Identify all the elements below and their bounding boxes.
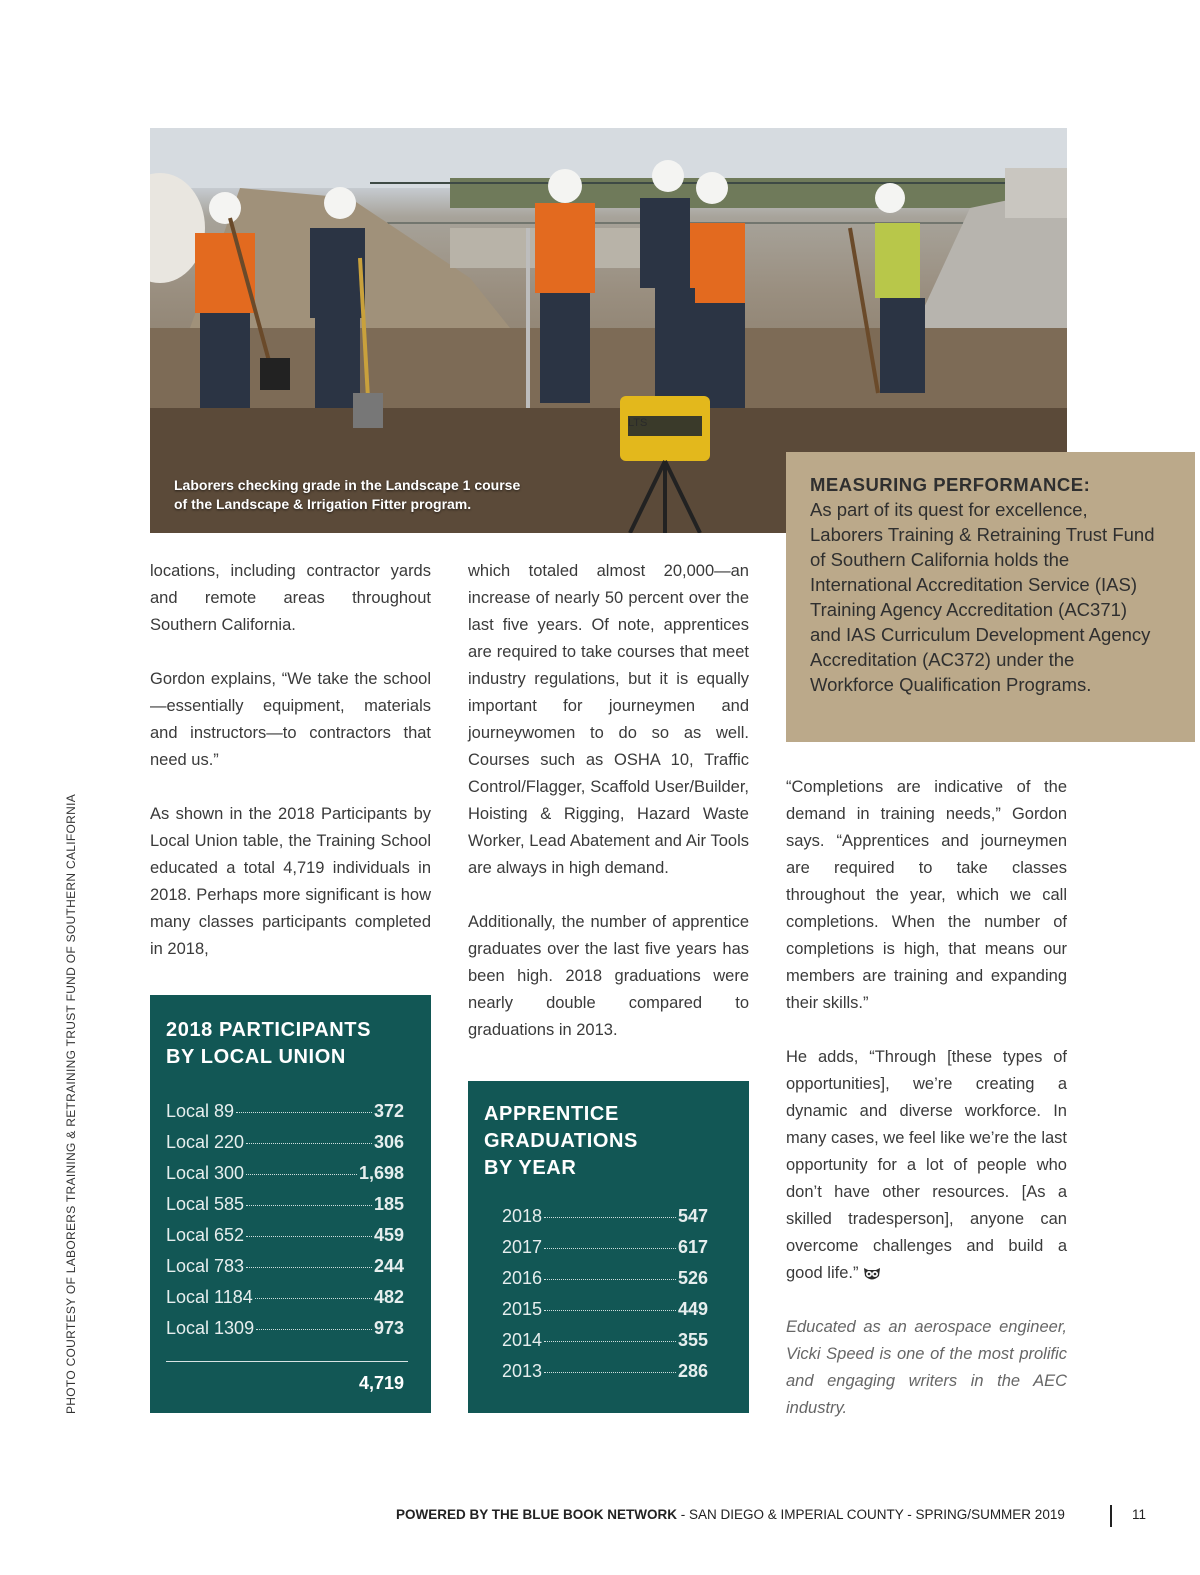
paragraph: locations, including contractor yards and remote areas throughout Southern California. bbox=[150, 562, 431, 634]
table-title bbox=[484, 1101, 638, 1182]
row-label: 2013 bbox=[502, 1361, 543, 1381]
table-row bbox=[166, 1194, 404, 1225]
row-value: 617 bbox=[677, 1237, 708, 1257]
table-rows bbox=[166, 1101, 404, 1349]
paragraph: “Completions are indicative of the demand in training needs,” Gordon says. “Apprentices and journeymen are required to take classes throughout the year, which we call completions. When the number of completions is high, that means our members are training and expanding their skills.” bbox=[786, 778, 1067, 1012]
quote-text: He adds, “Through [these types of opportunities], we’re creating a dynamic and diverse workforce. In many cases, we feel like we’re the last opportunity for a lot of people who don’t have other resources. [As a skilled tradesperson], anyone can overcome challenges and build a good life.” bbox=[786, 1048, 1067, 1282]
row-label: Local 1184 bbox=[166, 1287, 253, 1307]
row-value: 1,698 bbox=[358, 1163, 404, 1183]
table-row bbox=[502, 1268, 708, 1299]
table-title-line: APPRENTICE bbox=[484, 1103, 619, 1125]
participants-by-local-union-table bbox=[150, 995, 431, 1413]
row-value: 547 bbox=[677, 1206, 708, 1226]
row-value: 459 bbox=[373, 1225, 404, 1245]
photo-caption bbox=[174, 476, 594, 514]
row-label: 2016 bbox=[502, 1268, 543, 1288]
row-value: 306 bbox=[373, 1132, 404, 1152]
table-title-line: 2018 PARTICIPANTS bbox=[166, 1019, 372, 1041]
row-label: 2015 bbox=[502, 1299, 543, 1319]
row-value: 973 bbox=[373, 1318, 404, 1338]
row-value: 355 bbox=[677, 1330, 708, 1350]
row-label: Local 585 bbox=[166, 1194, 245, 1214]
table-rows bbox=[502, 1206, 708, 1392]
article-column-1 bbox=[150, 558, 431, 990]
table-row bbox=[502, 1299, 708, 1330]
paragraph: As shown in the 2018 Participants by Local Union table, the Training School educated a total 4,719 individuals in 2018. Perhaps more significant is how many classes participants completed in 2018, bbox=[150, 805, 431, 958]
row-value: 286 bbox=[677, 1361, 708, 1381]
photo-caption-line1: Laborers checking grade in the Landscape 1 course bbox=[174, 477, 521, 493]
footer-divider bbox=[1110, 1505, 1112, 1527]
table-row bbox=[166, 1101, 404, 1132]
table-row bbox=[166, 1287, 404, 1318]
table-row bbox=[502, 1237, 708, 1268]
row-label: Local 1309 bbox=[166, 1318, 255, 1338]
table-row bbox=[166, 1318, 404, 1349]
table-title-line: BY LOCAL UNION bbox=[166, 1046, 346, 1068]
row-label: 2017 bbox=[502, 1237, 543, 1257]
level-brand-label: LTS bbox=[628, 417, 648, 429]
sidebar-heading: MEASURING PERFORMANCE: bbox=[810, 474, 1091, 495]
paragraph: which totaled almost 20,000—an increase of nearly 50 percent over the last five years. Of note, apprentices are required to take courses that meet industry regulations, but it is equally important for journeymen and journeywomen to do so as well. Courses such as OSHA 10, Traffic Control/Flagger, Scaffold User/Builder, Hoisting & Rigging, Hazard Waste Worker, Lead Abatement and Air Tools are always in high demand. bbox=[468, 562, 749, 877]
row-label: 2014 bbox=[502, 1330, 543, 1350]
table-row bbox=[502, 1361, 708, 1392]
table-row bbox=[502, 1206, 708, 1237]
paragraph bbox=[786, 1044, 1067, 1287]
row-label: Local 220 bbox=[166, 1132, 245, 1152]
table-row bbox=[166, 1256, 404, 1287]
measuring-performance-box bbox=[786, 452, 1195, 742]
owl-end-mark-icon bbox=[862, 1266, 882, 1282]
apprentice-graduations-table bbox=[468, 1081, 749, 1413]
page-number: 11 bbox=[1132, 1507, 1147, 1522]
table-title bbox=[166, 1017, 371, 1071]
paragraph: Additionally, the number of apprentice graduates over the last five years has been high. 2018 graduations were nearly double compared to graduations in 2013. bbox=[468, 913, 749, 1039]
table-title-line: GRADUATIONS bbox=[484, 1130, 639, 1152]
total-divider bbox=[166, 1361, 408, 1362]
table-row bbox=[166, 1163, 404, 1194]
photo-credit: PHOTO COURTESY OF LABORERS TRAINING & RETRAINING TRUST FUND OF SOUTHERN CALIFORNIA bbox=[64, 793, 78, 1414]
row-value: 372 bbox=[373, 1101, 404, 1121]
row-label: Local 89 bbox=[166, 1101, 235, 1121]
row-label: Local 783 bbox=[166, 1256, 245, 1276]
page-footer bbox=[396, 1507, 1065, 1522]
row-label: Local 652 bbox=[166, 1225, 245, 1245]
footer-edition: - SAN DIEGO & IMPERIAL COUNTY - SPRING/SUMMER 2019 bbox=[677, 1507, 1065, 1522]
table-row bbox=[166, 1132, 404, 1163]
table-row bbox=[166, 1225, 404, 1256]
article-column-3 bbox=[786, 774, 1067, 1449]
row-value: 185 bbox=[373, 1194, 404, 1214]
photo-caption-line2: of the Landscape & Irrigation Fitter program. bbox=[174, 496, 472, 512]
sidebar-body: As part of its quest for excellence, Laborers Training & Retraining Trust Fund of Southern California holds the International Accreditation Service (IAS) Training Agency Accreditation (AC371) and IAS Curriculum Development Agency Accreditation (AC372) under the Workforce Qualification Programs. bbox=[810, 499, 1155, 695]
row-value: 449 bbox=[677, 1299, 708, 1319]
author-bio: Educated as an aerospace engineer, Vicki Speed is one of the most prolific and engaging writers in the AEC industry. bbox=[786, 1318, 1067, 1417]
row-value: 526 bbox=[677, 1268, 708, 1288]
row-label: Local 300 bbox=[166, 1163, 245, 1183]
paragraph: Gordon explains, “We take the school—essentially equipment, materials and instructors—to contractors that need us.” bbox=[150, 670, 431, 769]
row-value: 482 bbox=[373, 1287, 404, 1307]
footer-brand: POWERED BY THE BLUE BOOK NETWORK bbox=[396, 1507, 678, 1522]
row-value: 244 bbox=[373, 1256, 404, 1276]
row-label: 2018 bbox=[502, 1206, 543, 1226]
table-row bbox=[502, 1330, 708, 1361]
table-total: 4,719 bbox=[358, 1373, 404, 1393]
article-column-2 bbox=[468, 558, 749, 1071]
table-title-line: BY YEAR bbox=[484, 1157, 577, 1179]
